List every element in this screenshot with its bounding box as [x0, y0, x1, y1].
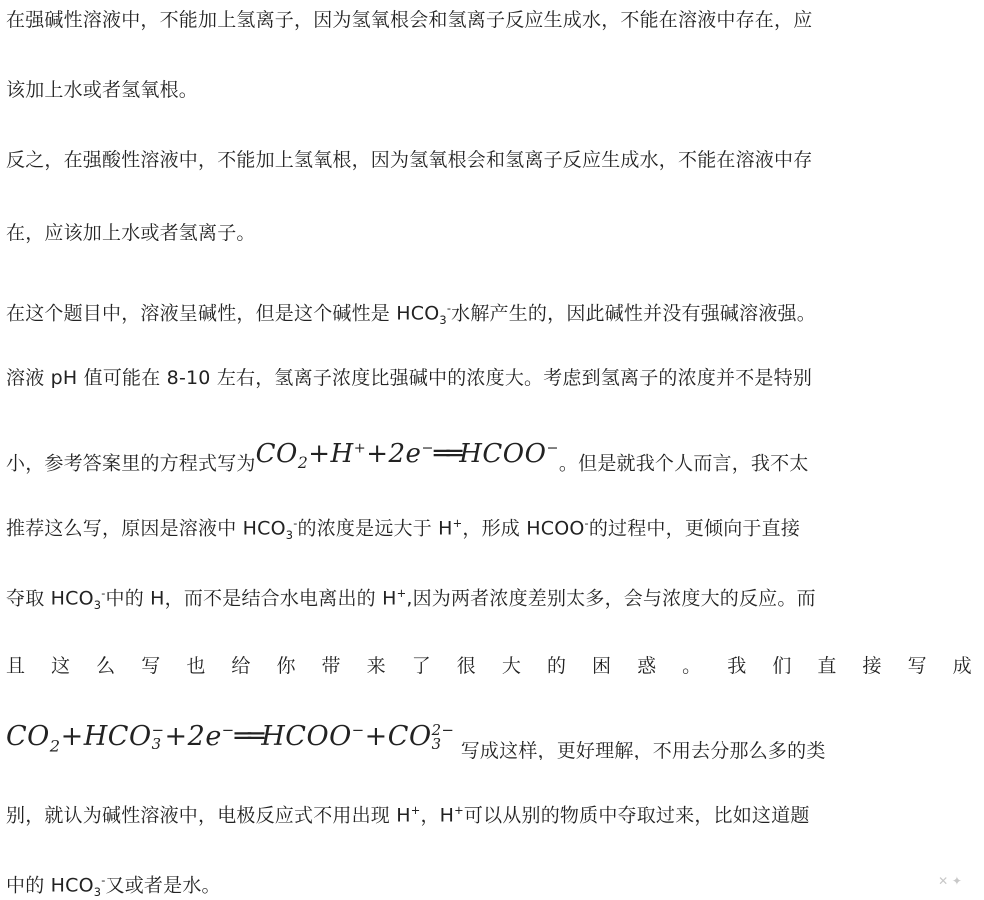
justified-char: 了	[411, 655, 431, 677]
justified-char: 写	[907, 655, 927, 677]
justified-char: 。	[682, 655, 702, 677]
justified-char: 直	[817, 655, 837, 677]
justified-char: 困	[592, 655, 612, 677]
justified-char: 很	[456, 655, 476, 677]
justified-char: 也	[186, 655, 206, 677]
equation-suggested: $CO_2+HCO$ − 3 +2e−══HCOO−+CO 2− 3	[6, 721, 455, 756]
paragraph-line-11	[6, 712, 976, 760]
justified-char: 你	[276, 655, 296, 677]
justified-char: 么	[96, 655, 116, 677]
text-segment: 水解产生的，因此碱性并没有强碱溶液强。	[451, 302, 816, 325]
equation-reference: $CO_2+H^++2e^-══HCOO^-$	[255, 438, 559, 472]
justified-char: 们	[772, 655, 792, 677]
justified-char: 来	[366, 655, 386, 677]
justified-char: 成	[952, 655, 972, 677]
paragraph-line-4: 在，应该加上水或者氢离子。	[6, 222, 256, 244]
paragraph-line-13: 中的 $HCO_3^-$又或者是水。	[6, 873, 221, 900]
text-segment: 。但是就我个人而言，我不太	[558, 452, 809, 475]
justified-char: 接	[862, 655, 882, 677]
justified-char: 惑	[637, 655, 657, 677]
paragraph-line-12: 别，就认为碱性溶液中，电极反应式不用出现 H+，H+可以从别的物质中夺取过来，比如这道题	[6, 803, 810, 827]
subscript-3: 3	[439, 313, 447, 328]
paragraph-line-6: 溶液 pH 值可能在 8-10 左右，氢离子浓度比强碱中的浓度大。考虑到氢离子的浓度并不是特别	[6, 367, 813, 389]
justified-char: 且	[6, 655, 26, 677]
paragraph-line-1: 在强碱性溶液中，不能加上氢离子，因为氢氧根会和氢离子反应生成水，不能在溶液中存在，应	[6, 9, 813, 31]
justified-char: 给	[231, 655, 251, 677]
paragraph-line-3: 反之，在强酸性溶液中，不能加上氢氧根，因为氢氧根会和氢离子反应生成水，不能在溶液中存	[6, 149, 813, 171]
paragraph-line-8: 推荐这么写，原因是溶液中 $HCO_3^-$的浓度是远大于 H+，形成 HCOO-的过程中，更倾向于直接	[6, 516, 801, 543]
paragraph-line-10-justified	[6, 646, 976, 686]
watermark-glyphs: ✕ ✦	[938, 874, 962, 888]
text-segment: 在这个题目中，溶液呈碱性，但是这个碱性是 HCO	[6, 302, 440, 325]
text-segment: 小，参考答案里的方程式写为	[6, 452, 256, 475]
text-segment: 写成这样，更好理解，不用去分那么多的类	[460, 740, 826, 760]
justified-char: 我	[727, 655, 747, 677]
paragraph-line-2: 该加上水或者氢氧根。	[6, 79, 199, 101]
justified-char: 大	[501, 655, 522, 677]
justified-char: 这	[51, 655, 71, 677]
paragraph-line-5	[6, 288, 976, 328]
paragraph-line-7	[6, 436, 976, 476]
justified-char: 带	[321, 655, 341, 677]
justified-char: 的	[546, 655, 567, 677]
superscript-minus: -	[446, 301, 452, 315]
paragraph-line-9: 夺取 $HCO_3^-$中的 H，而不是结合水电离出的 H+,因为两者浓度差别太多，会与浓度大的反应。而	[6, 586, 816, 613]
justified-char: 写	[141, 655, 161, 677]
